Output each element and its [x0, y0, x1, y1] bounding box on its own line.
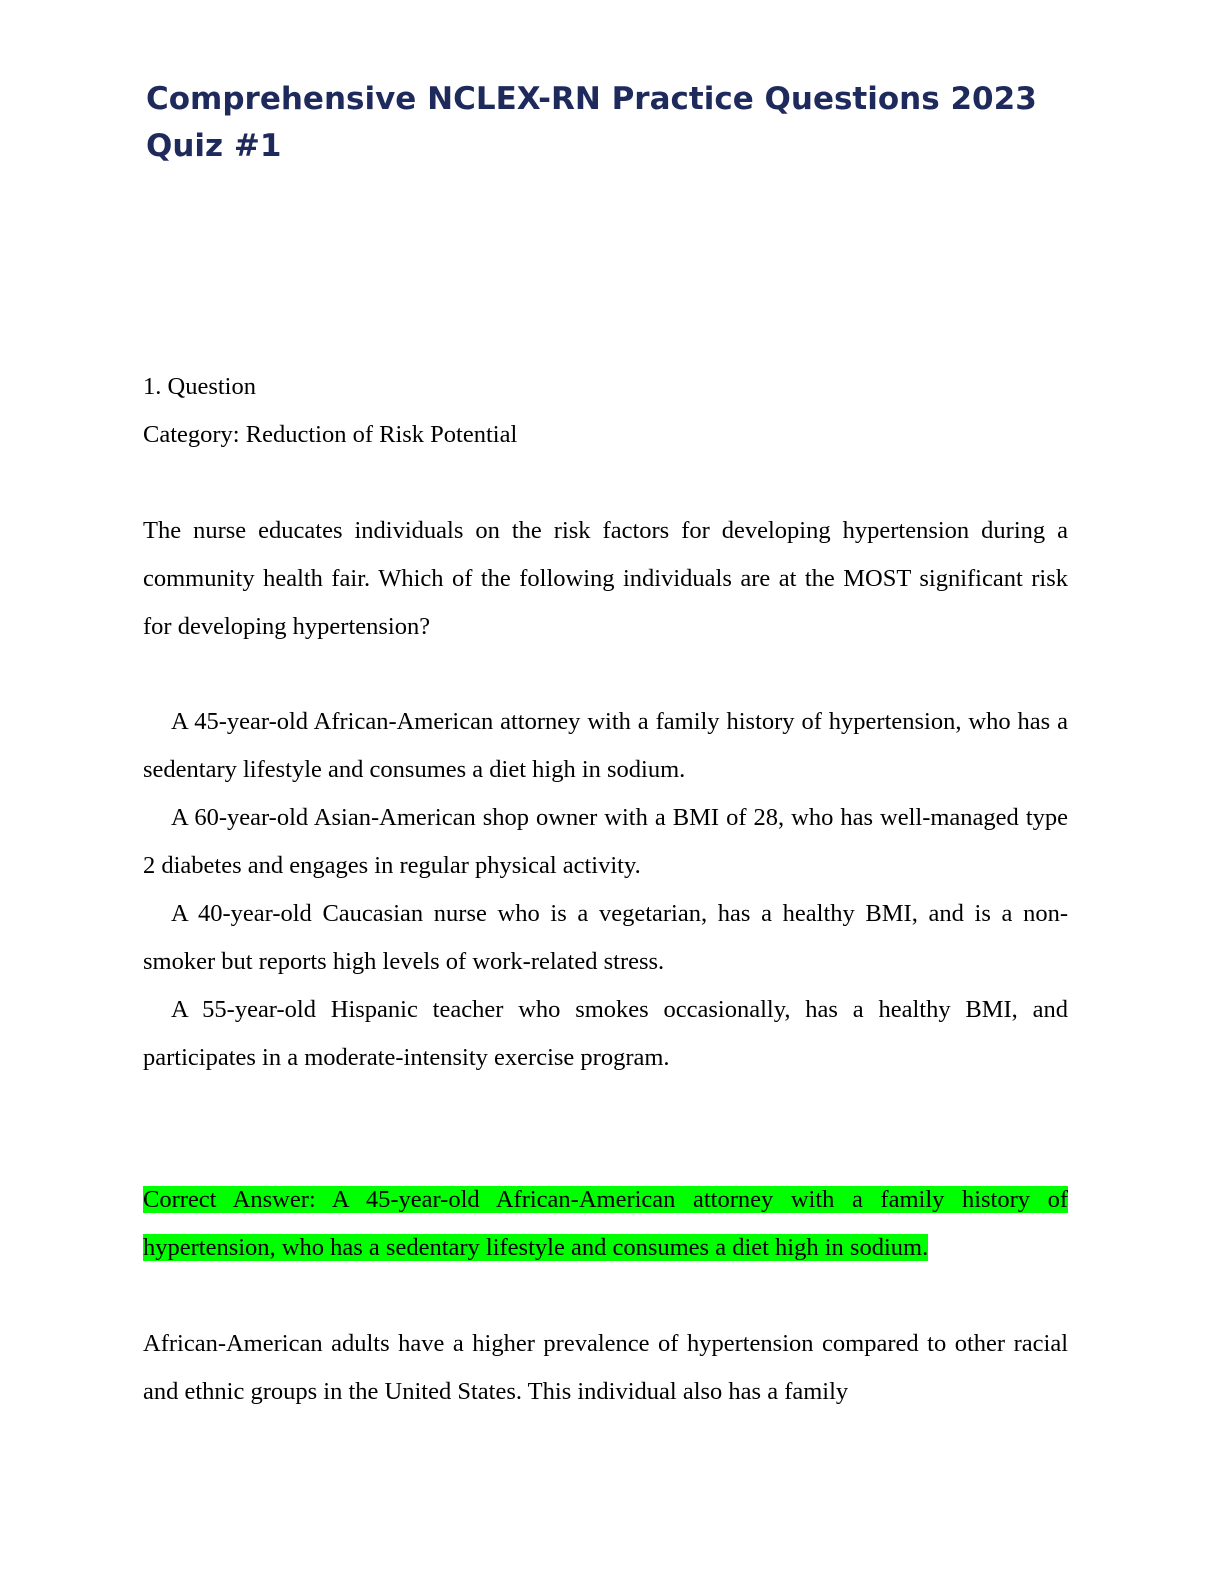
correct-answer-highlight: Correct Answer: A 45-year-old African-American attorney with a family history of hypertension, who has a sedentary lifestyle and consumes a diet high in sodium. — [143, 1186, 1068, 1261]
answer-option: A 60-year-old Asian-American shop owner with a BMI of 28, who has well-managed type 2 diabetes and engages in regular physical activity. — [143, 804, 1068, 879]
question-number: 1. Question — [143, 373, 256, 400]
answer-explanation: African-American adults have a higher prevalence of hypertension compared to other racial and ethnic groups in the United States. This individual also has a family — [143, 1330, 1068, 1405]
question-category: Category: Reduction of Risk Potential — [143, 421, 518, 448]
answer-option: A 55-year-old Hispanic teacher who smokes occasionally, has a healthy BMI, and participates in a moderate-intensity exercise program. — [143, 996, 1068, 1071]
correct-answer — [143, 1176, 1068, 1272]
document-title: Comprehensive NCLEX-RN Practice Questions 2023 Quiz #1 — [146, 81, 1037, 164]
answer-option: A 40-year-old Caucasian nurse who is a vegetarian, has a healthy BMI, and is a non-smoker but reports high levels of work-related stress. — [143, 900, 1068, 975]
question-stem: The nurse educates individuals on the risk factors for developing hypertension during a community health fair. Which of the following individuals are at the MOST significant risk for developing hypertension? — [143, 517, 1068, 640]
answer-option: A 45-year-old African-American attorney with a family history of hypertension, who has a sedentary lifestyle and consumes a diet high in sodium. — [143, 708, 1068, 783]
